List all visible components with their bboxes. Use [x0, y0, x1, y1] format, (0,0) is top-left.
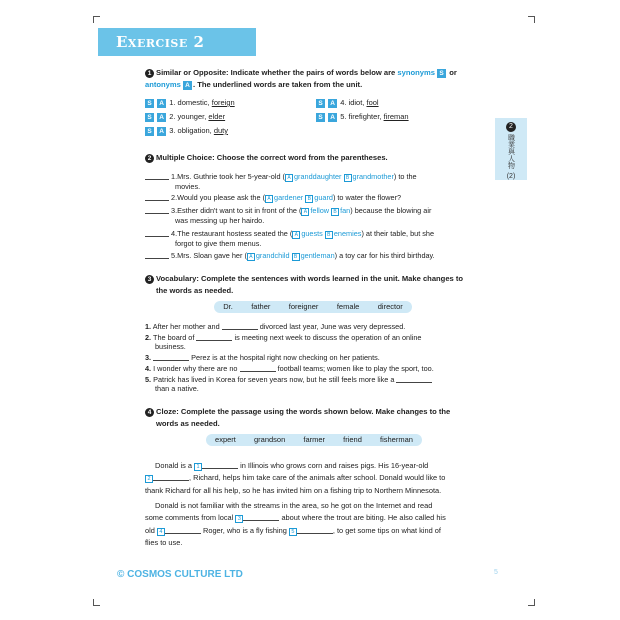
chapter-number: 2: [506, 122, 516, 132]
word-bank-item: grandson: [254, 435, 286, 444]
word-bank-3: [214, 301, 412, 313]
s-option[interactable]: S: [145, 127, 154, 136]
exercise-title: Exercise 2: [98, 28, 256, 56]
a-option[interactable]: A: [157, 127, 166, 136]
answer-blank[interactable]: [145, 236, 169, 237]
a-option[interactable]: A: [328, 113, 337, 122]
a-option[interactable]: A: [157, 99, 166, 108]
word-bank-item: foreigner: [288, 302, 319, 311]
word-bank-item: Dr.: [223, 302, 233, 311]
answer-blank[interactable]: [396, 382, 432, 383]
sentence-4: 4. I wonder why there are no football teams; women like to play the sport, too.: [145, 364, 434, 373]
word-bank-item: father: [251, 302, 271, 311]
sentence-2: 2. The board of is meeting next week to discuss the operation of an online business.: [145, 333, 422, 351]
a-option[interactable]: A: [328, 99, 337, 108]
word-bank-item: director: [377, 302, 403, 311]
pair-item: S A 4. idiot, fool: [316, 97, 379, 108]
cloze-blank-5[interactable]: [297, 533, 333, 534]
sentence-3: 3. Perez is at the hospital right now checking on her patients.: [145, 353, 380, 362]
chapter-label: 職業與人物: [507, 134, 515, 169]
question-2: 2.Would you please ask the ( A gardener B guard) to water the flower?: [145, 193, 475, 203]
crop-mark-bottom-left: [93, 599, 100, 606]
cloze-blank-4[interactable]: [165, 533, 201, 534]
cloze-paragraph-1: Donald is a 1 in Illinois who grows corn and raises pigs. His 16-year-old 2 , Richard, helps him take care of the animals after school. Donald would like to thank Richard for all his help, so he has invited him on a fishing trip to Northern Minnesota.: [145, 461, 446, 495]
cloze-blank-2[interactable]: [153, 480, 189, 481]
cloze-blank-1[interactable]: [202, 468, 238, 469]
pair-item: S A 1. domestic, foreign: [145, 97, 235, 108]
word-bank-item: fisherman: [380, 435, 413, 444]
answer-blank[interactable]: [145, 200, 169, 201]
crop-mark-bottom-right: [528, 599, 535, 606]
crop-mark-top-right: [528, 16, 535, 23]
word-bank-item: friend: [343, 435, 362, 444]
word-bank-4: [206, 434, 422, 446]
copyright-footer: © COSMOS CULTURE LTD: [117, 569, 243, 580]
s-option[interactable]: S: [316, 99, 325, 108]
section-4-instruction: 4 Cloze: Complete the passage using the words shown below. Make changes to the words as needed.: [145, 406, 485, 430]
answer-blank[interactable]: [145, 258, 169, 259]
word-bank-item: female: [336, 302, 360, 311]
chapter-side-tab: [495, 118, 527, 180]
s-option[interactable]: S: [316, 113, 325, 122]
crop-mark-top-left: [93, 16, 100, 23]
answer-blank[interactable]: [196, 340, 232, 341]
answer-blank[interactable]: [222, 329, 258, 330]
answer-blank[interactable]: [240, 371, 276, 372]
a-option[interactable]: A: [157, 113, 166, 122]
cloze-paragraph-2: Donald is not familiar with the streams in the area, so he got on the Internet and read some comments from local 3 about where the trout are biting. He also called his old 4 Roger, who is a fly fishing 5 , to get some tips on what kind of flies to use.: [145, 501, 446, 548]
pair-item: S A 3. obligation, duty: [145, 125, 228, 136]
chapter-sub: (2): [506, 173, 516, 180]
section-1-instruction: 1 Similar or Opposite: Indicate whether the pairs of words below are synonyms S or antonyms A . The underlined words are taken from the unit.: [145, 68, 457, 89]
answer-blank[interactable]: [145, 213, 169, 214]
question-5: 5.Mrs. Sloan gave her ( A grandchild B gentleman) a toy car for his third birthday.: [145, 251, 475, 261]
pair-item: S A 2. younger, elder: [145, 111, 225, 122]
page-number: 5: [494, 569, 498, 576]
s-option[interactable]: S: [145, 113, 154, 122]
section-3-instruction: 3 Vocabulary: Complete the sentences with words learned in the unit. Make changes to the words as needed.: [145, 273, 485, 297]
cloze-blank-3[interactable]: [243, 520, 279, 521]
s-option[interactable]: S: [145, 99, 154, 108]
question-4: 4.The restaurant hostess seated the ( A guests B enemies) at their table, but she forgot to give them menus.: [145, 229, 475, 248]
word-bank-item: expert: [215, 435, 236, 444]
question-1: 1.Mrs. Guthrie took her 5-year-old ( A granddaughter B grandmother) to the movies.: [145, 172, 475, 191]
sentence-5: 5. Patrick has lived in Korea for seven years now, but he still feels more like a than a native.: [145, 375, 490, 393]
answer-blank[interactable]: [145, 179, 169, 180]
word-bank-item: farmer: [303, 435, 326, 444]
answer-blank[interactable]: [153, 360, 189, 361]
section-2-instruction: 2 Multiple Choice: Choose the correct word from the parentheses.: [145, 152, 485, 164]
pair-item: S A 5. firefighter, fireman: [316, 111, 409, 122]
sentence-1: 1. After her mother and divorced last year, June was very depressed.: [145, 322, 406, 331]
question-3: 3.Esther didn't want to sit in front of the ( A fellow B fan) because the blowing air was messing up her hairdo.: [145, 206, 475, 225]
